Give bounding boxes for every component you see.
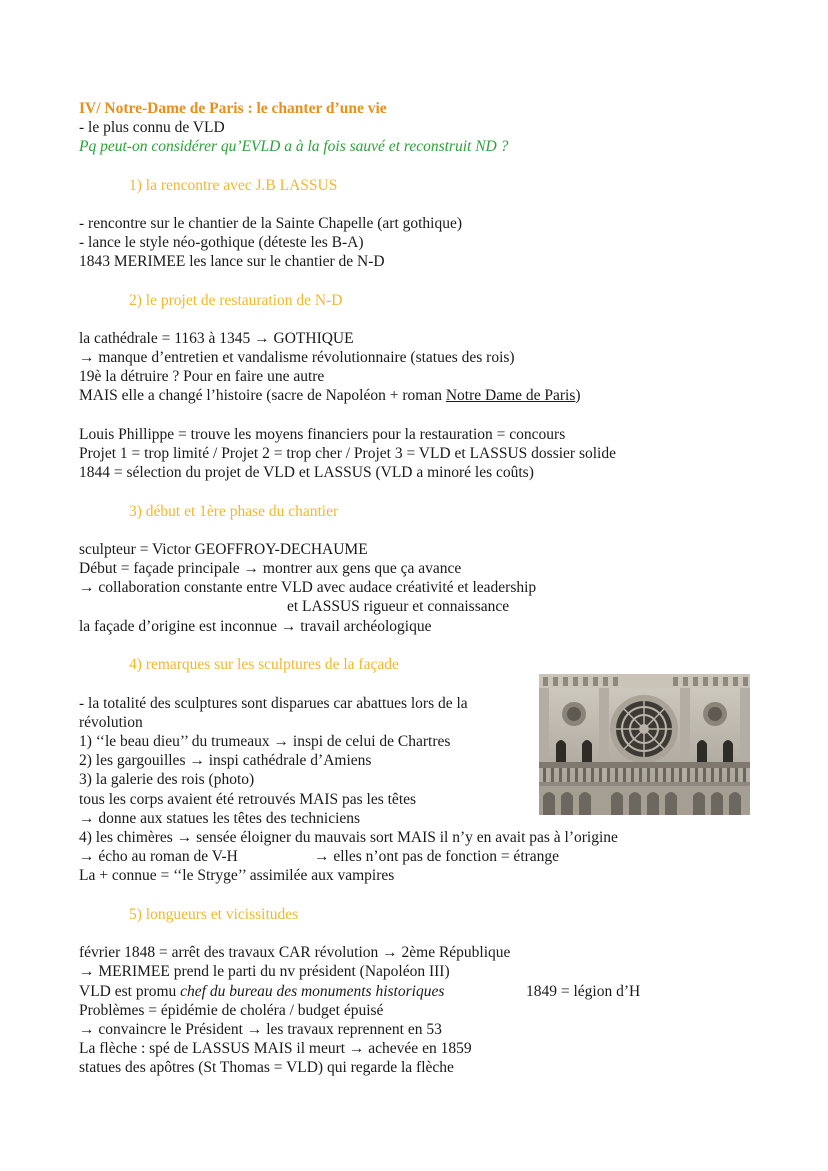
section-3-line: et LASSUS rigueur et connaissance <box>287 598 510 615</box>
section-3-line: sculpteur = Victor GEOFFROY-DECHAUME <box>79 541 368 558</box>
section-4-line: tous les corps avaient été retrouvés MAIS pas les têtes <box>79 791 417 808</box>
section-5-line: statues des apôtres (St Thomas = VLD) qui regarde la flèche <box>79 1059 454 1076</box>
chapter-title: IV/ Notre-Dame de Paris : le chanter d’une vie <box>79 100 387 117</box>
section-1-heading: 1) la rencontre avec J.B LASSUS <box>129 177 338 194</box>
section-3-line: → collaboration constante entre VLD avec audace créativité et leadership <box>79 579 537 596</box>
section-2-line: Projet 1 = trop limité / Projet 2 = trop cher / Projet 3 = VLD et LASSUS dossier solide <box>79 445 616 462</box>
section-4-line: La + connue = ‘‘le Stryge’’ assimilée aux vampires <box>79 867 395 884</box>
facade-illustration <box>539 674 750 815</box>
section-2-line: → manque d’entretien et vandalisme révolutionnaire (statues des rois) <box>79 349 515 366</box>
section-5-line: → MERIMEE prend le parti du nv président (Napoléon III) <box>79 963 450 980</box>
section-4-line: 3) la galerie des rois (photo) <box>79 771 255 788</box>
promu-prefix: VLD est promu <box>79 983 181 1000</box>
section-2-line: la cathédrale = 1163 à 1345 → GOTHIQUE <box>79 330 354 347</box>
section-1-line: - lance le style néo-gothique (déteste les B-A) <box>79 234 364 251</box>
section-4-line: 2) les gargouilles → inspi cathédrale d’Amiens <box>79 752 372 769</box>
section-5-line: Problèmes = épidémie de choléra / budget épuisé <box>79 1002 384 1019</box>
section-2-line: 1844 = sélection du projet de VLD et LASSUS (VLD a minoré les coûts) <box>79 464 534 481</box>
section-2-mais-line <box>79 386 581 405</box>
section-4-line: 1) ‘‘le beau dieu’’ du trumeaux → inspi de celui de Chartres <box>79 733 451 750</box>
section-2-line: 19è la détruire ? Pour en faire une autre <box>79 368 325 385</box>
notre-dame-facade-photo <box>539 674 750 815</box>
mais-prefix: MAIS elle a changé l’histoire (sacre de Napoléon + roman <box>79 387 446 404</box>
mais-suffix: ) <box>575 387 581 404</box>
novel-title: Notre Dame de Paris <box>445 387 576 404</box>
promu-title: chef du bureau des monuments historiques <box>180 983 445 1000</box>
section-5-heading: 5) longueurs et vicissitudes <box>129 906 299 923</box>
legion-honneur-note: 1849 = légion d’H <box>526 983 641 1000</box>
section-2-heading: 2) le projet de restauration de N-D <box>129 292 343 309</box>
section-4-line: 4) les chimères → sensée éloigner du mauvais sort MAIS il n’y en avait pas à l’origine <box>79 829 618 846</box>
section-2-line: Louis Phillippe = trouve les moyens financiers pour la restauration = concours <box>79 426 566 443</box>
section-4-echo-right: → elles n’ont pas de fonction = étrange <box>314 848 560 865</box>
section-3-line: Début = façade principale → montrer aux gens que ça avance <box>79 560 462 577</box>
section-5-line: → convaincre le Président → les travaux reprennent en 53 <box>79 1021 442 1038</box>
section-3-heading: 3) début et 1ère phase du chantier <box>129 503 339 520</box>
section-1-line: - rencontre sur le chantier de la Sainte Chapelle (art gothique) <box>79 215 463 232</box>
section-4-line: → donne aux statues les têtes des techniciens <box>79 810 361 827</box>
section-5-line: février 1848 = arrêt des travaux CAR révolution → 2ème République <box>79 944 511 961</box>
section-4-echo-left: → écho au roman de V-H <box>79 848 238 865</box>
section-1-line: 1843 MERIMEE les lance sur le chantier de N-D <box>79 253 385 270</box>
section-4-line: - la totalité des sculptures sont disparues car abattues lors de la <box>79 695 468 712</box>
section-3-line: la façade d’origine est inconnue → travail archéologique <box>79 618 432 635</box>
intro-line: - le plus connu de VLD <box>79 119 225 136</box>
section-5-promu-line <box>79 982 444 1001</box>
section-5-line: La flèche : spé de LASSUS MAIS il meurt → achevée en 1859 <box>79 1040 472 1057</box>
section-4-line: révolution <box>79 714 143 731</box>
research-question: Pq peut-on considérer qu’EVLD a à la fois sauvé et reconstruit ND ? <box>79 138 509 155</box>
section-4-heading: 4) remarques sur les sculptures de la façade <box>129 656 399 673</box>
